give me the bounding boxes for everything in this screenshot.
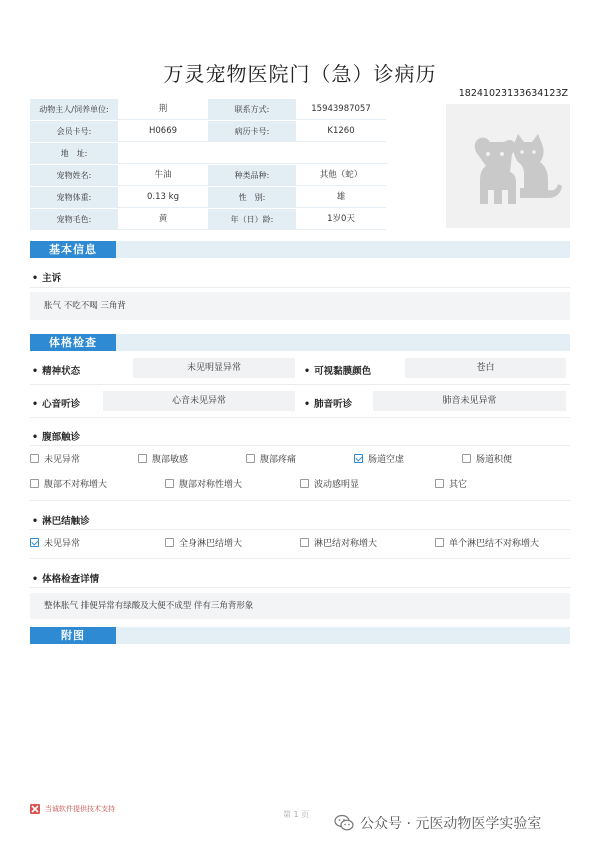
checkbox-lymph-symmetric[interactable] [300, 536, 377, 549]
heart-label: • 心音听诊 [32, 396, 80, 410]
owner-label: 动物主人/饲养单位: [30, 99, 118, 120]
divider [30, 287, 570, 288]
info-row [30, 209, 390, 231]
checkbox-asymmetric-enlarge[interactable] [30, 477, 107, 490]
footer-software [30, 804, 115, 814]
dog-cat-icon [446, 104, 570, 228]
age-value: 1岁0天 [296, 209, 386, 230]
weight-label: 宠物体重: [30, 187, 118, 208]
checkbox-icon[interactable] [435, 479, 444, 488]
abdomen-label: • 腹部触诊 [32, 429, 80, 443]
checkbox-label: 肠道积便 [476, 455, 513, 465]
divider [30, 529, 570, 530]
checkbox-checked-icon[interactable] [30, 538, 39, 547]
wechat-text: 公众号 · 元医动物医学实验室 [360, 816, 542, 832]
record-id: 18241023133634123Z [458, 88, 568, 99]
checkbox-icon[interactable] [165, 479, 174, 488]
checkbox-lymph-normal[interactable] [30, 536, 80, 549]
checkbox-icon[interactable] [30, 479, 39, 488]
checkbox-icon[interactable] [246, 454, 255, 463]
exam-detail-label: • 体格检查详情 [32, 571, 99, 585]
contact-label: 联系方式: [208, 99, 296, 120]
info-row [30, 165, 390, 187]
checkbox-constipation[interactable] [462, 452, 512, 465]
checkbox-label: 全身淋巴结增大 [179, 539, 243, 549]
lung-value: 肺音未见异常 [373, 391, 566, 411]
checkbox-label: 其它 [449, 480, 468, 490]
checkbox-checked-icon[interactable] [354, 454, 363, 463]
owner-value: 荆 [118, 99, 208, 120]
pet-name-value: 牛油 [118, 165, 208, 186]
checkbox-label: 未见异常 [44, 539, 81, 549]
checkbox-lymph-systemic[interactable] [165, 536, 242, 549]
complaint-text: 胀气 不吃不喝 三角背 [30, 292, 570, 320]
checkbox-abdomen-pain[interactable] [246, 452, 296, 465]
age-label: 年（日）龄: [208, 209, 296, 230]
species-label: 种类品种: [208, 165, 296, 186]
checkbox-label: 腹部疼痛 [260, 455, 297, 465]
section-title-exam: 体格检查 [30, 334, 116, 351]
section-title-attach: 附图 [30, 627, 116, 644]
divider [30, 500, 570, 501]
info-row [30, 187, 390, 209]
checkbox-symmetric-enlarge[interactable] [165, 477, 242, 490]
checkbox-label: 腹部敏感 [152, 455, 189, 465]
page-title: 万灵宠物医院门（急）诊病历 [163, 62, 437, 86]
info-row [30, 99, 390, 121]
checkbox-label: 波动感明显 [314, 480, 360, 490]
checkbox-label: 腹部对称性增大 [179, 480, 243, 490]
info-row [30, 121, 390, 143]
mucosa-value: 苍白 [405, 358, 566, 378]
species-value: 其他（蛇） [296, 165, 386, 186]
software-logo-icon [30, 804, 40, 814]
checkbox-abdomen-normal[interactable] [30, 452, 80, 465]
info-row [30, 143, 390, 165]
divider [30, 445, 570, 446]
address-value [118, 143, 388, 164]
software-text: 当诚软件提供技术支持 [45, 805, 115, 813]
checkbox-label: 淋巴结对称增大 [314, 539, 378, 549]
mental-value: 未见明显异常 [133, 358, 295, 378]
divider [30, 417, 570, 418]
pet-name-label: 宠物姓名: [30, 165, 118, 186]
wechat-watermark [334, 813, 541, 833]
weight-value: 0.13 kg [118, 187, 208, 208]
address-label: 地 址: [30, 143, 118, 164]
checkbox-icon[interactable] [138, 454, 147, 463]
color-value: 黄 [118, 209, 208, 230]
checkbox-icon[interactable] [300, 479, 309, 488]
member-value: H0669 [118, 121, 208, 142]
checkbox-icon[interactable] [300, 538, 309, 547]
checkbox-label: 单个淋巴结不对称增大 [449, 539, 540, 549]
member-label: 会员卡号: [30, 121, 118, 142]
complaint-label: • 主诉 [32, 270, 61, 284]
heart-value: 心音未见异常 [103, 391, 295, 411]
checkbox-other[interactable] [435, 477, 467, 490]
sex-label: 性 别: [208, 187, 296, 208]
checkbox-icon[interactable] [165, 538, 174, 547]
lung-label: • 肺音听诊 [304, 396, 352, 410]
checkbox-icon[interactable] [462, 454, 471, 463]
checkbox-lymph-single-asymmetric[interactable] [435, 536, 539, 549]
checkbox-intestine-empty[interactable] [354, 452, 404, 465]
checkbox-abdomen-sensitive[interactable] [138, 452, 188, 465]
pet-photo-placeholder [446, 104, 570, 228]
mental-label: • 精神状态 [32, 363, 80, 377]
wechat-icon [334, 814, 354, 832]
section-title-basic: 基本信息 [30, 241, 116, 258]
lymph-label: • 淋巴结触诊 [32, 513, 90, 527]
info-table [30, 99, 390, 231]
checkbox-fluctuation[interactable] [300, 477, 359, 490]
mucosa-label: • 可视黏膜颜色 [304, 363, 371, 377]
sex-value: 雄 [296, 187, 386, 208]
color-label: 宠物毛色: [30, 209, 118, 230]
checkbox-label: 腹部不对称增大 [44, 480, 108, 490]
page-number: 第 1 页 [283, 810, 310, 819]
checkbox-icon[interactable] [30, 454, 39, 463]
checkbox-icon[interactable] [435, 538, 444, 547]
divider [30, 384, 570, 385]
divider [30, 587, 570, 588]
checkbox-label: 未见异常 [44, 455, 81, 465]
divider [30, 558, 570, 559]
contact-value: 15943987057 [296, 99, 386, 120]
case-value: K1260 [296, 121, 386, 142]
exam-detail-text: 整体胀气 排便异常有绿酸及大便不成型 伴有三角背形象 [30, 593, 570, 619]
case-label: 病历卡号: [208, 121, 296, 142]
checkbox-label: 肠道空虚 [368, 455, 405, 465]
